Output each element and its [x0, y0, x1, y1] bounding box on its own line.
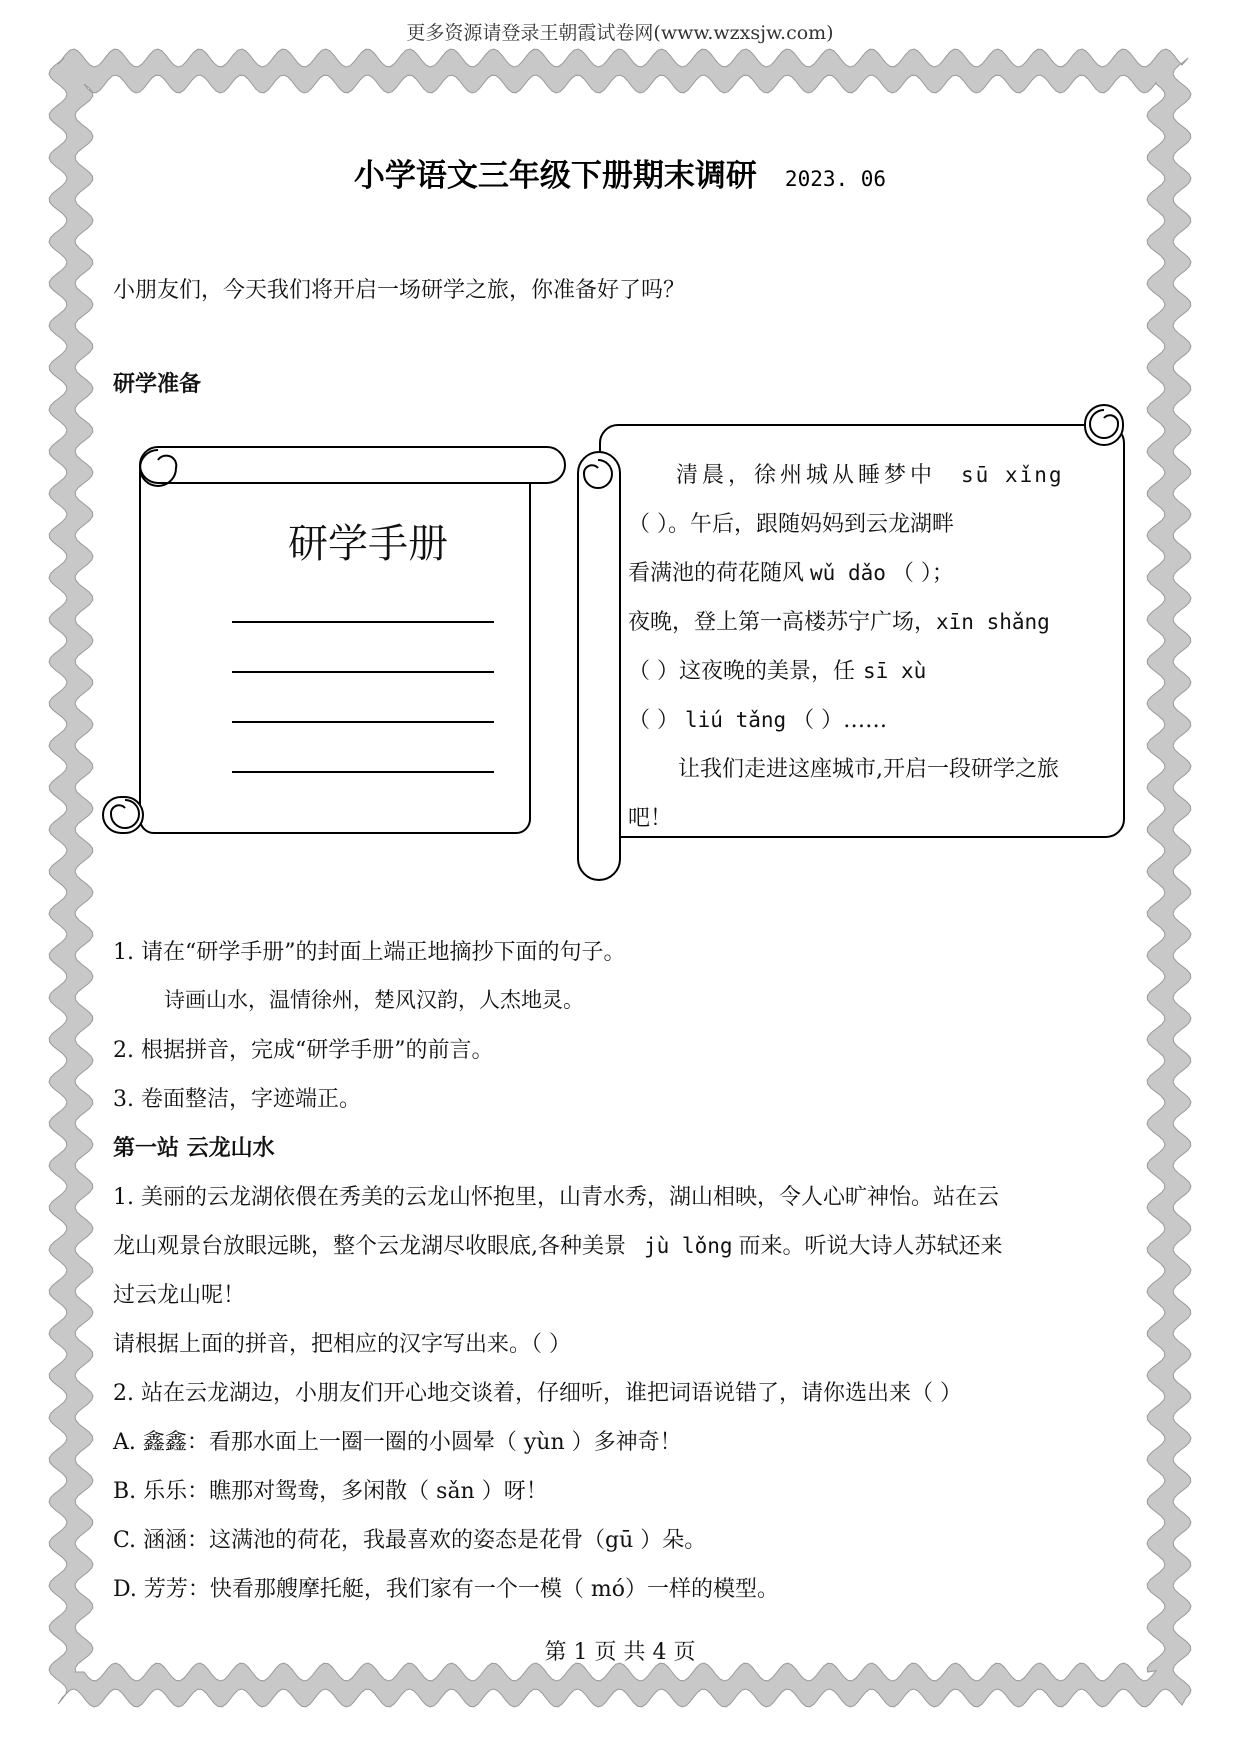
prep-task-3: 3. 卷面整洁，字迹端正。	[113, 1087, 361, 1112]
scroll-line-6	[628, 703, 887, 734]
intro-text: 小朋友们，今天我们将开启一场研学之旅，你准备好了吗？	[113, 278, 686, 303]
q1-line-3: 过云龙山呢！	[113, 1283, 246, 1308]
scroll-line-5	[628, 654, 926, 685]
cover-title: 研学手册	[288, 521, 448, 567]
pinyin-liutang: liú tǎng	[685, 708, 787, 732]
q1-text: 龙山观景台放眼远眺，整个云龙湖尽收眼底,各种美景	[113, 1234, 626, 1259]
scroll-line-2	[628, 507, 954, 538]
answer-blank[interactable]: （ ）	[628, 659, 679, 684]
scroll-text: 。午后，跟随妈妈到云龙湖畔	[668, 512, 955, 537]
watermark: 更多资源请登录王朝霞试卷网(www.wzxsjw.com)	[406, 22, 834, 44]
pinyin-wudao: wǔ dǎo	[810, 561, 886, 585]
prep-task-1: 1. 请在“研学手册”的封面上端正地摘抄下面的句子。	[113, 940, 626, 965]
answer-blank[interactable]: （ ）；	[891, 561, 954, 586]
scroll-text: 这夜晚的美景，任	[679, 659, 856, 684]
pinyin-xinshang: xīn shǎng	[936, 610, 1050, 634]
answer-blank[interactable]: （ ）	[628, 512, 668, 537]
pinyin-julong: jù lǒng	[644, 1234, 733, 1258]
scroll-line-7: 让我们走进这座城市,开启一段研学之旅	[678, 757, 1059, 782]
q2-option-d[interactable]: D. 芳芳：快看那艘摩托艇，我们家有一个一模（ mó）一样的模型。	[113, 1577, 779, 1602]
section-heading-station-1: 第一站 云龙山水	[113, 1136, 275, 1161]
page-footer: 第 1 页 共 4 页	[544, 1640, 696, 1665]
scroll-line-1	[676, 458, 1064, 489]
section-heading-prep: 研学准备	[113, 372, 202, 397]
answer-blank[interactable]: （ ）	[628, 708, 679, 733]
q1-line-1: 1. 美丽的云龙湖依偎在秀美的云龙山怀抱里，山青水秀，湖山相映，令人心旷神怡。站在云	[113, 1185, 999, 1210]
q1-line-2	[113, 1229, 1003, 1260]
prep-task-2: 2. 根据拼音，完成“研学手册”的前言。	[113, 1038, 494, 1063]
q1-prompt: 请根据上面的拼音，把相应的汉字写出来。（ ）	[113, 1332, 571, 1357]
q2-question: 2. 站在云龙湖边，小朋友们开心地交谈着，仔细听，谁把词语说错了，请你选出来（ ）	[113, 1381, 962, 1406]
scroll-text: 清晨，徐州城从睡梦中	[676, 463, 937, 488]
pinyin-suxing: sū xǐng	[961, 463, 1064, 487]
q2-option-a[interactable]: A. 鑫鑫：看那水面上一圈一圈的小圆晕（ yùn ）多神奇！	[113, 1430, 682, 1455]
exam-title: 小学语文三年级下册期末调研	[353, 158, 757, 194]
prep-task-1-sentence: 诗画山水，温情徐州，楚风汉韵，人杰地灵。	[164, 988, 584, 1012]
cover-scroll	[103, 447, 565, 833]
page-title	[0, 150, 1240, 195]
scroll-text: 看满池的荷花随风	[628, 561, 805, 586]
scroll-line-4	[628, 605, 1050, 636]
q1-text: 而来。听说大诗人苏轼还来	[738, 1234, 1003, 1259]
q2-option-c[interactable]: C. 涵涵：这满池的荷花，我最喜欢的姿态是花骨（gū ）朵。	[113, 1528, 707, 1553]
exam-date: 2023. 06	[784, 167, 887, 191]
q2-option-b[interactable]: B. 乐乐：瞧那对鸳鸯，多闲散（ sǎn ）呀！	[113, 1479, 548, 1504]
scroll-text: 夜晚，登上第一高楼苏宁广场，	[628, 610, 937, 635]
scroll-line-8: 吧！	[628, 806, 673, 831]
pinyin-sixu: sī xù	[863, 659, 927, 683]
answer-blank[interactable]: （ ）……	[792, 708, 888, 733]
scroll-line-3	[628, 556, 954, 587]
